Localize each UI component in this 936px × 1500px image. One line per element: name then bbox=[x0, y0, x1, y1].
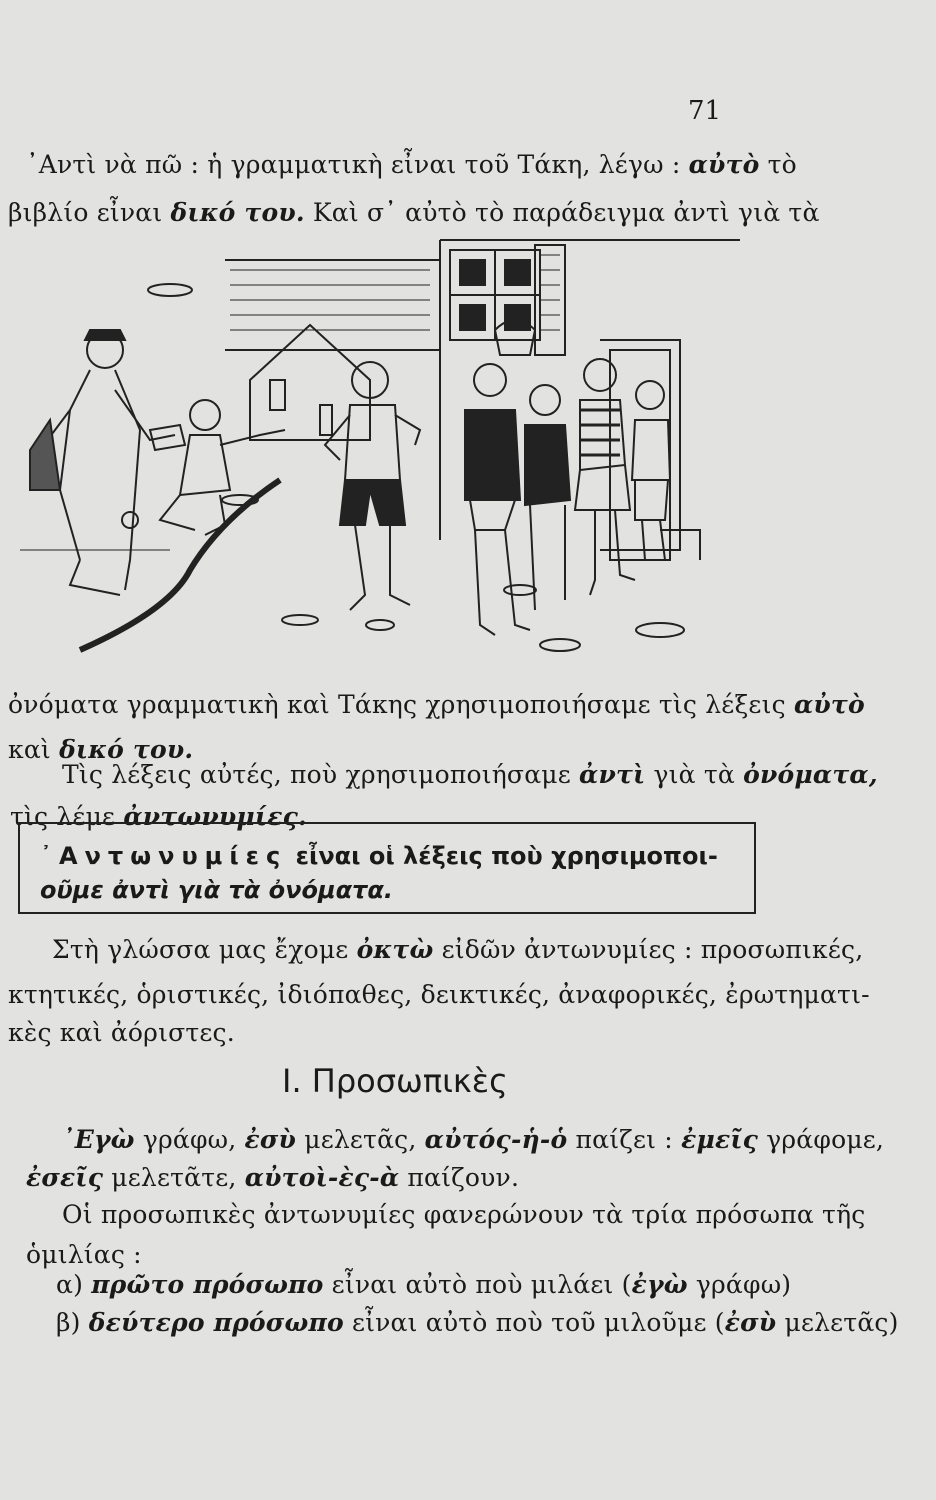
text: γράφομε, bbox=[758, 1125, 885, 1154]
section-heading: I. Προσωπικὲς bbox=[282, 1062, 508, 1100]
text: εἶναι αὐτὸ ποὺ τοῦ μιλοῦμε ( bbox=[343, 1308, 725, 1337]
text: ᾿Αντὶ νὰ πῶ : ἡ γραμματικὴ εἶναι τοῦ Τάκη, λέγω : bbox=[26, 150, 689, 179]
intro-line-1 bbox=[26, 150, 797, 179]
page-number: 71 bbox=[688, 96, 722, 126]
kinds-line-3: κὲς καὶ ἀόριστες. bbox=[8, 1018, 235, 1047]
text: Στὴ γλώσσα μας ἔχομε bbox=[52, 935, 357, 964]
text: καὶ bbox=[8, 735, 60, 764]
emphasis: ἐσεῖς bbox=[26, 1163, 104, 1192]
examples-line-1 bbox=[62, 1125, 884, 1154]
text: τὸ bbox=[759, 150, 797, 179]
illustration-children-street bbox=[20, 230, 760, 670]
text: γιὰ τὰ bbox=[645, 760, 744, 789]
emphasis: ἀντὶ bbox=[579, 760, 646, 789]
emphasis: ἐσὺ bbox=[724, 1308, 777, 1337]
definition-line-2: οῦμε ἀντὶ γιὰ τὰ ὀνόματα. bbox=[40, 876, 394, 904]
list-label: α) bbox=[56, 1270, 92, 1299]
emphasis: ὀκτὼ bbox=[356, 935, 434, 964]
persons-line-1: Οἱ προσωπικὲς ἀντωνυμίες φανερώνουν τὰ τρία πρόσωπα τῆς bbox=[62, 1200, 866, 1229]
body-line-3 bbox=[62, 760, 878, 789]
text: εἰδῶν ἀντωνυμίες : προσωπικές, bbox=[433, 935, 864, 964]
text: παίζει : bbox=[567, 1125, 682, 1154]
text: μελετᾶς, bbox=[296, 1125, 425, 1154]
definition-box bbox=[18, 822, 756, 914]
person-b-line bbox=[56, 1308, 899, 1337]
emphasis: αὐτὸ bbox=[793, 690, 865, 719]
kinds-line-2: κτητικές, ὁριστικές, ἰδιόπαθες, δεικτικές, ἀναφορικές, ἐρωτηματι- bbox=[8, 980, 870, 1009]
emphasis: ἐμεῖς bbox=[681, 1125, 759, 1154]
person-a-line bbox=[56, 1270, 791, 1299]
emphasis: πρῶτο πρόσωπο bbox=[91, 1270, 324, 1299]
text: βιβλίο εἶναι bbox=[8, 198, 171, 227]
emphasis: ὀνόματα, bbox=[743, 760, 878, 789]
emphasis: ἐσὺ bbox=[244, 1125, 297, 1154]
emphasis: δικό του. bbox=[170, 198, 305, 227]
emphasis: ᾿Εγὼ bbox=[62, 1125, 135, 1154]
text: εἶναι οἱ λέξεις ποὺ χρησιμοποι- bbox=[287, 842, 718, 870]
text: γράφω, bbox=[134, 1125, 245, 1154]
emphasis: δικό του. bbox=[59, 735, 194, 764]
text: τὶς λέμε bbox=[10, 802, 124, 831]
definition-line-1 bbox=[40, 842, 718, 870]
text: Τὶς λέξεις αὐτές, ποὺ χρησιμοποιήσαμε bbox=[62, 760, 580, 789]
text: Καὶ σ᾿ αὐτὸ τὸ παράδειγμα ἀντὶ γιὰ τὰ bbox=[304, 198, 820, 227]
text: παίζουν. bbox=[399, 1163, 520, 1192]
body-line-1 bbox=[8, 690, 865, 719]
text: εἶναι αὐτὸ ποὺ μιλάει ( bbox=[323, 1270, 632, 1299]
definition-term: ᾿Αντωνυμίες bbox=[40, 842, 288, 870]
emphasis: δεύτερο πρόσωπο bbox=[88, 1308, 344, 1337]
emphasis: αὐτοὶ-ὲς-ὰ bbox=[244, 1163, 400, 1192]
examples-line-2 bbox=[26, 1163, 519, 1192]
kinds-line-1 bbox=[52, 935, 863, 964]
text: μελετᾶτε, bbox=[103, 1163, 245, 1192]
emphasis: αὐτός-ἡ-ὁ bbox=[424, 1125, 568, 1154]
text: ὀνόματα γραμματικὴ καὶ Τάκης χρησιμοποιήσαμε τὶς λέξεις bbox=[8, 690, 794, 719]
persons-line-2: ὁμιλίας : bbox=[26, 1240, 142, 1269]
emphasis: αὐτὸ bbox=[688, 150, 760, 179]
intro-line-2 bbox=[8, 198, 820, 227]
emphasis: ἀντωνυμίες. bbox=[123, 802, 307, 831]
emphasis: ἐγὼ bbox=[631, 1270, 688, 1299]
list-label: β) bbox=[56, 1308, 89, 1337]
text: γράφω) bbox=[687, 1270, 792, 1299]
text: μελετᾶς) bbox=[776, 1308, 899, 1337]
